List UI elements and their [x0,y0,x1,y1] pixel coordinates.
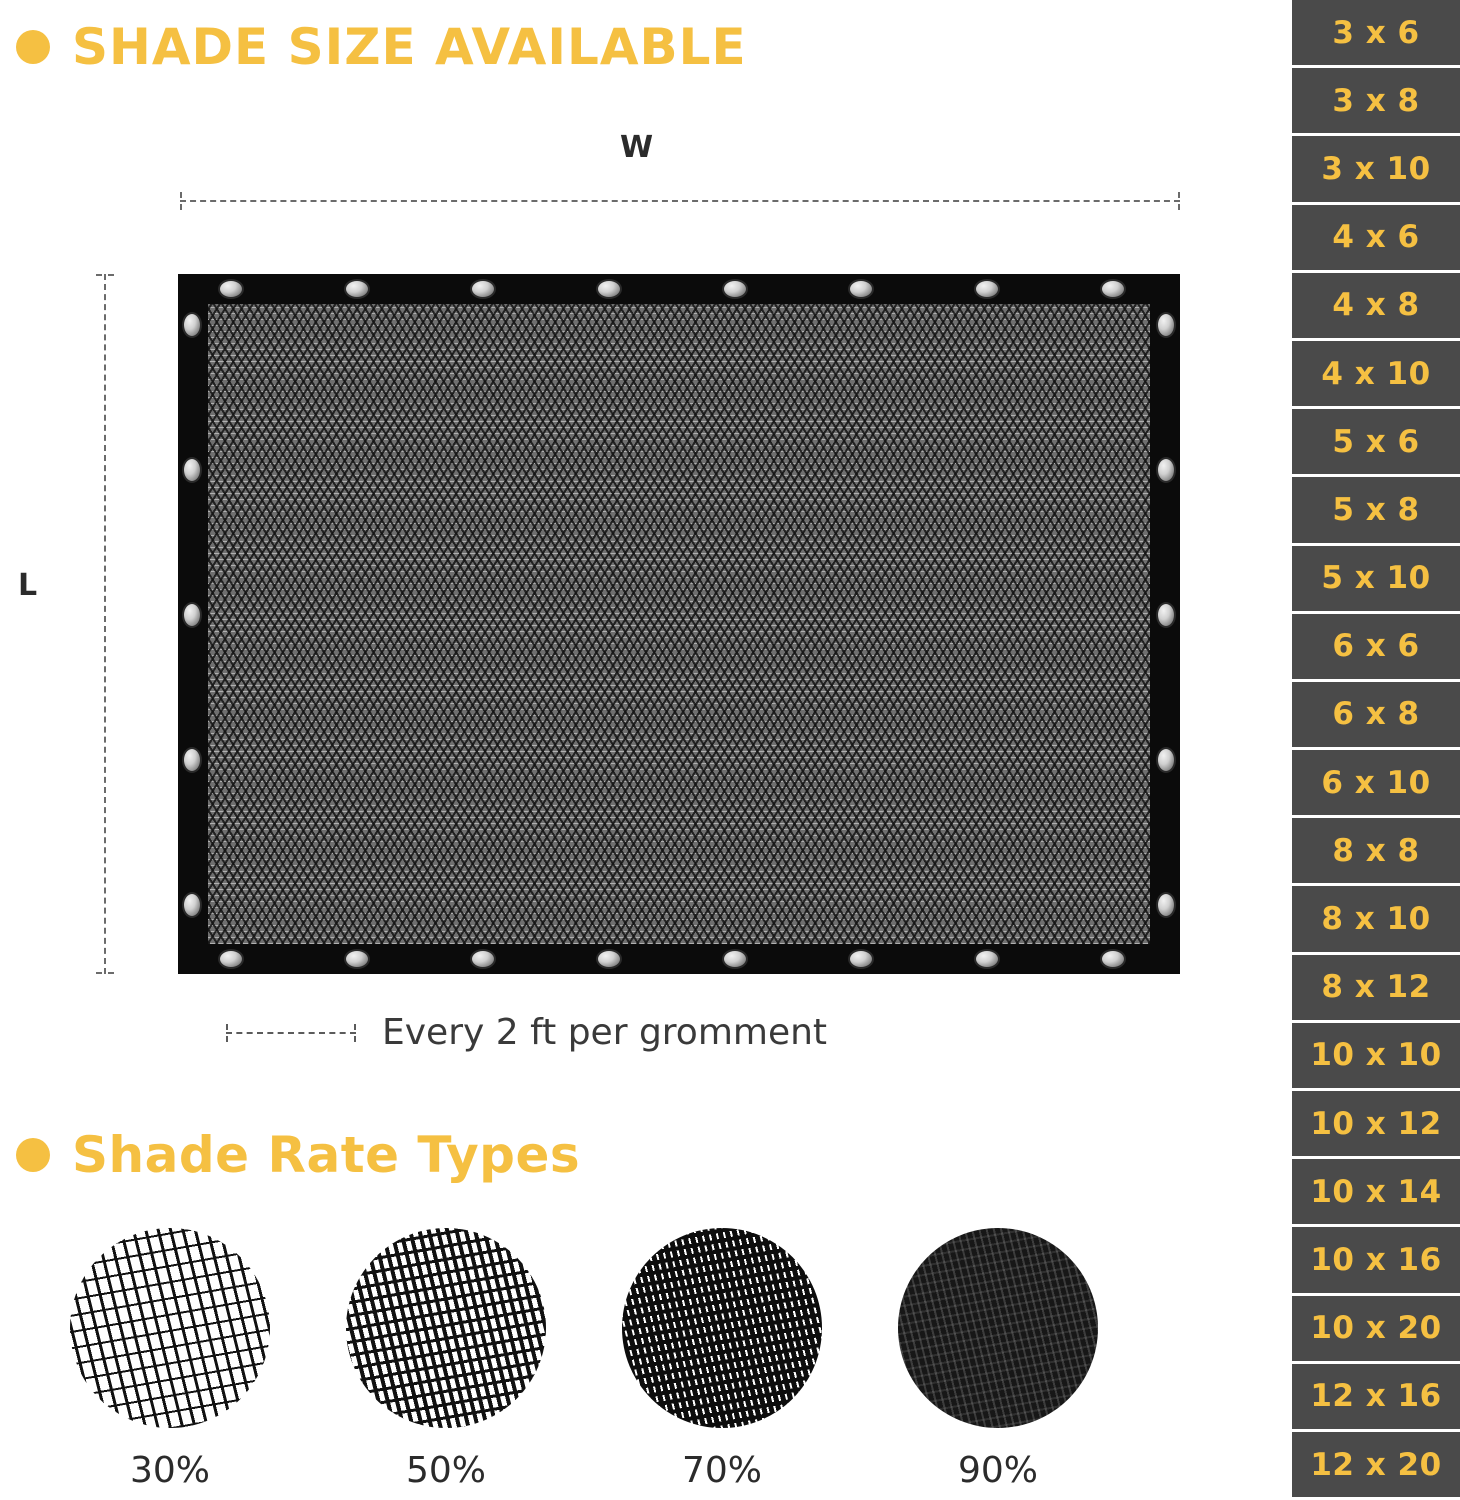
grommet-icon [470,279,496,299]
grommet-icon [1156,747,1176,773]
grommet-spacing-measure [226,1024,356,1042]
grommet-icon [182,747,202,773]
size-chip[interactable]: 10 x 16 [1292,1227,1460,1292]
grommet-icon [344,279,370,299]
shade-rate-label: 90% [957,1450,1038,1491]
grommet-spacing-right-cap [354,1024,356,1042]
length-dimension-bottom-cap [96,972,114,974]
width-dimension-label: W [620,130,654,165]
grommet-icon [182,892,202,918]
shade-rate-heading [16,1126,580,1184]
size-chip[interactable]: 5 x 10 [1292,546,1460,611]
shade-rate-swatch-list [60,1228,1180,1498]
width-dimension-dashed-line [180,200,1180,202]
grommet-icon [1156,312,1176,338]
length-dimension-label: L [18,568,38,603]
mesh-fabric-texture [208,304,1150,944]
grommet-spacing-dashed-line [226,1032,356,1034]
size-chip[interactable]: 12 x 16 [1292,1364,1460,1429]
size-chip[interactable]: 10 x 12 [1292,1091,1460,1156]
shade-rate-item [888,1228,1108,1491]
grommet-icon [596,279,622,299]
grommet-icon [344,949,370,969]
size-chip[interactable]: 10 x 10 [1292,1023,1460,1088]
grommet-icon [848,279,874,299]
length-dimension-line [96,274,114,974]
size-chip[interactable]: 8 x 10 [1292,886,1460,951]
grommet-icon [1156,457,1176,483]
grommet-icon [218,279,244,299]
size-chip[interactable]: 3 x 8 [1292,68,1460,133]
grommet-icon [470,949,496,969]
grommet-icon [848,949,874,969]
shade-size-heading [16,18,747,76]
length-dimension-dashed-line [104,274,106,974]
grommet-icon [1156,602,1176,628]
grommet-icon [1156,892,1176,918]
shade-rate-swatch [898,1228,1098,1428]
size-chip[interactable]: 8 x 8 [1292,818,1460,883]
shade-rate-label: 30% [129,1450,210,1491]
size-chip[interactable]: 4 x 6 [1292,205,1460,270]
size-chip[interactable]: 5 x 8 [1292,477,1460,542]
shade-rate-label: 70% [681,1450,762,1491]
shade-rate-swatch [622,1228,822,1428]
grommet-icon [182,312,202,338]
size-chip[interactable]: 4 x 10 [1292,341,1460,406]
bullet-icon [16,1138,50,1172]
shade-rate-item [336,1228,556,1491]
size-chip[interactable]: 6 x 6 [1292,614,1460,679]
grommet-icon [596,949,622,969]
grommet-icon [1100,949,1126,969]
width-dimension-right-cap [1178,192,1180,210]
shade-rate-swatch [346,1228,546,1428]
available-size-list [1292,0,1460,1500]
size-chip[interactable]: 6 x 10 [1292,750,1460,815]
shade-rate-item [612,1228,832,1491]
grommet-spacing-text: Every 2 ft per gromment [382,1012,828,1053]
size-chip[interactable]: 3 x 6 [1292,0,1460,65]
size-chip[interactable]: 8 x 12 [1292,955,1460,1020]
size-chip[interactable]: 12 x 20 [1292,1432,1460,1497]
grommet-spacing-note [226,1012,827,1053]
shade-rate-heading-label: Shade Rate Types [72,1126,581,1184]
width-dimension-line [180,192,1180,210]
size-chip[interactable]: 5 x 6 [1292,409,1460,474]
size-chip[interactable]: 10 x 20 [1292,1296,1460,1361]
grommet-icon [182,457,202,483]
grommet-icon [722,949,748,969]
grommet-icon [722,279,748,299]
grommet-icon [218,949,244,969]
grommet-icon [1100,279,1126,299]
shade-rate-label: 50% [405,1450,486,1491]
grommet-icon [974,949,1000,969]
shade-dimension-diagram [0,96,1270,1096]
size-chip[interactable]: 6 x 8 [1292,682,1460,747]
shade-size-heading-label: SHADE SIZE AVAILABLE [72,18,747,76]
size-chip[interactable]: 4 x 8 [1292,273,1460,338]
shade-rate-item [60,1228,280,1491]
bullet-icon [16,30,50,64]
shade-rate-swatch [70,1228,270,1428]
grommet-icon [182,602,202,628]
shade-cloth-illustration [178,274,1180,974]
size-chip[interactable]: 10 x 14 [1292,1159,1460,1224]
grommet-icon [974,279,1000,299]
size-chip[interactable]: 3 x 10 [1292,136,1460,201]
